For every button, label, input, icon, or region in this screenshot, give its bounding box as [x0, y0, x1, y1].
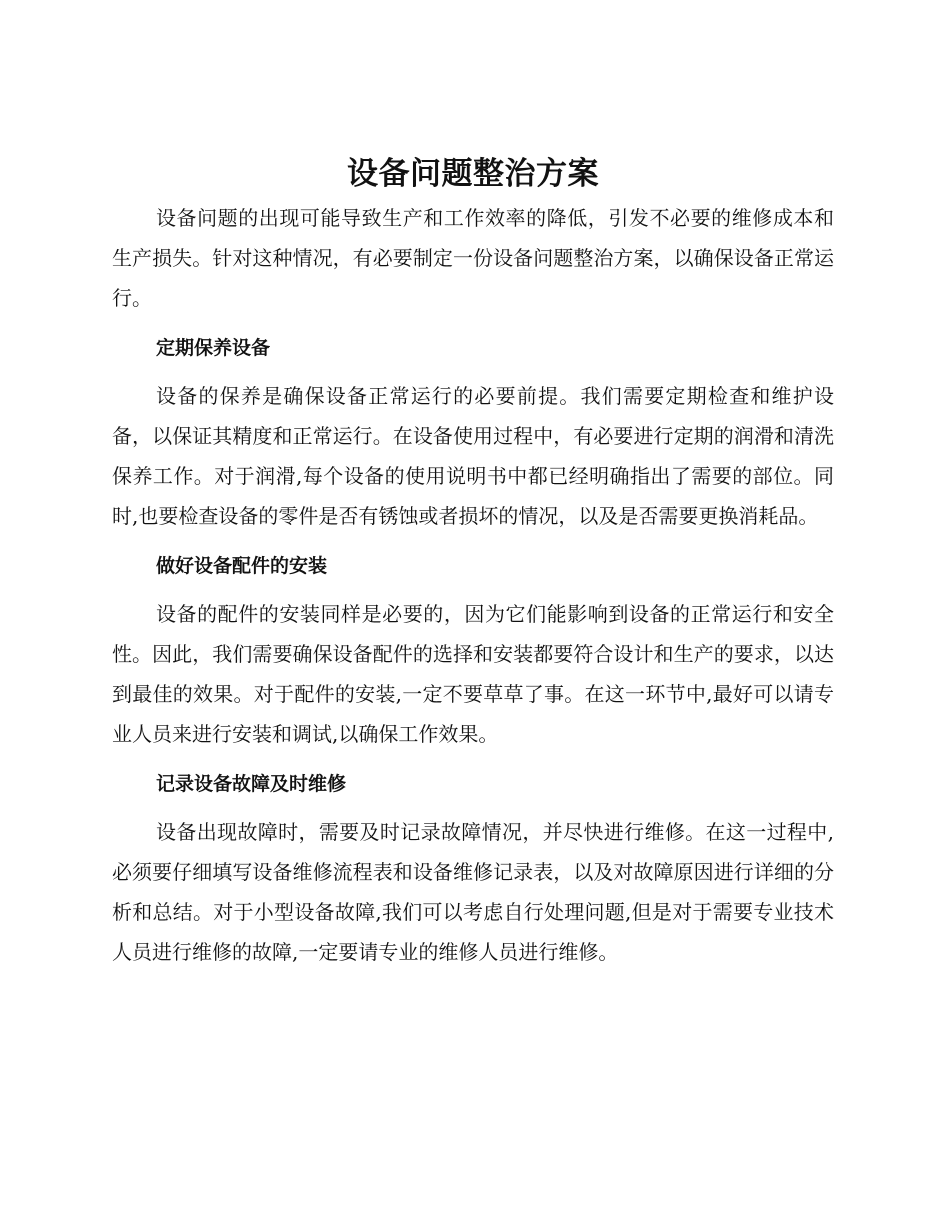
intro-paragraph: 设备问题的出现可能导致生产和工作效率的降低，引发不必要的维修成本和生产损失。针对这种情况，有必要制定一份设备问题整治方案，以确保设备正常运行。	[112, 206, 834, 310]
section-heading: 做好设备配件的安装	[156, 555, 328, 577]
section-paragraph: 设备的保养是确保设备正常运行的必要前提。我们需要定期检查和维护设备，以保证其精度和正常运行。在设备使用过程中，有必要进行定期的润滑和清洗保养工作。对于润滑,每个设备的使用说明书中都已经明确指出了需要的部位。同时,也要检查设备的零件是否有锈蚀或者损坏的情况，以及是否需要更换消耗品。	[112, 384, 834, 528]
document-title: 设备问题整治方案	[347, 156, 599, 192]
section-fault-records	[112, 766, 834, 972]
section-accessories	[112, 548, 834, 754]
section-maintenance	[112, 330, 834, 536]
document-page	[112, 150, 834, 972]
section-heading: 定期保养设备	[156, 337, 271, 359]
section-paragraph: 设备的配件的安装同样是必要的，因为它们能影响到设备的正常运行和安全性。因此，我们需要确保设备配件的选择和安装都要符合设计和生产的要求，以达到最佳的效果。对于配件的安装,一定不要草草了事。在这一环节中,最好可以请专业人员来进行安装和调试,以确保工作效果。	[112, 602, 834, 746]
section-heading: 记录设备故障及时维修	[156, 773, 347, 795]
section-paragraph: 设备出现故障时，需要及时记录故障情况，并尽快进行维修。在这一过程中,必须要仔细填写设备维修流程表和设备维修记录表，以及对故障原因进行详细的分析和总结。对于小型设备故障,我们可以考虑自行处理问题,但是对于需要专业技术人员进行维修的故障,一定要请专业的维修人员进行维修。	[112, 820, 834, 964]
